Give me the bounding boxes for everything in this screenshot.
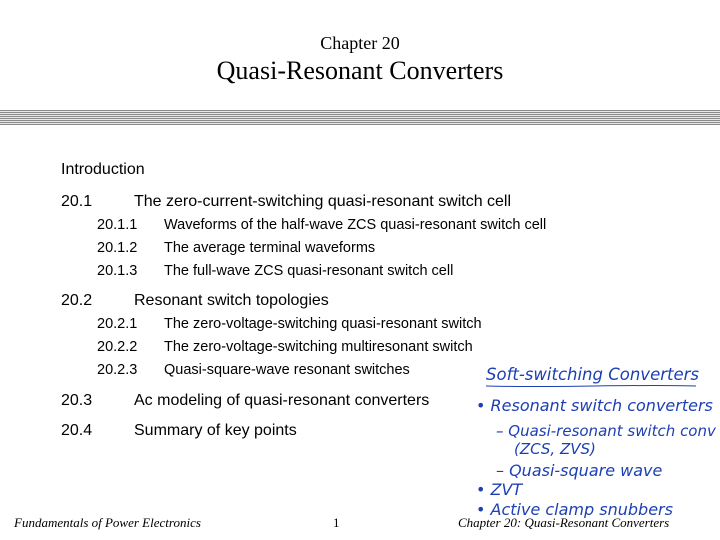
- chapter-label: Chapter 20: [320, 33, 400, 53]
- section-title: Summary of key points: [134, 422, 297, 439]
- subsection-number: 20.1.2: [97, 240, 138, 256]
- subsection-number: 20.2.1: [97, 316, 138, 332]
- outline-intro: Introduction: [61, 161, 145, 178]
- handwritten-line: • Resonant switch converters: [476, 396, 713, 415]
- section-title: The zero-current-switching quasi-resonant switch cell: [134, 193, 512, 210]
- subsection-title: Quasi-square-wave resonant switches: [164, 362, 410, 378]
- section-number: 20.2: [61, 292, 93, 309]
- title-divider: [0, 110, 720, 125]
- footer-page-number: 1: [333, 515, 340, 530]
- section-number: 20.1: [61, 193, 93, 210]
- subsection-number: 20.1.1: [97, 217, 138, 233]
- footer-chapter-title: Chapter 20: Quasi-Resonant Converters: [458, 515, 670, 530]
- subsection-title: Waveforms of the half-wave ZCS quasi-resonant switch cell: [164, 217, 547, 233]
- footer-book-title: Fundamentals of Power Electronics: [14, 515, 201, 530]
- subsection-number: 20.2.3: [97, 362, 138, 378]
- handwritten-line: • ZVT: [476, 480, 523, 499]
- handwritten-line: – Quasi-resonant switch conv: [496, 422, 716, 440]
- section-title: Resonant switch topologies: [134, 292, 329, 309]
- handwritten-line: (ZCS, ZVS): [514, 440, 596, 458]
- handwritten-underline: [486, 385, 696, 386]
- subsection-title: The average terminal waveforms: [164, 240, 376, 256]
- slide-title: Quasi-Resonant Converters: [216, 56, 504, 85]
- handwritten-line: Soft-switching Converters: [486, 365, 700, 384]
- subsection-title: The full-wave ZCS quasi-resonant switch cell: [164, 263, 454, 279]
- subsection-number: 20.1.3: [97, 263, 138, 279]
- handwritten-line: – Quasi-square wave: [496, 461, 663, 480]
- section-number: 20.3: [61, 392, 93, 409]
- subsection-title: The zero-voltage-switching quasi-resonant switch: [164, 316, 482, 332]
- subsection-number: 20.2.2: [97, 339, 138, 355]
- section-number: 20.4: [61, 422, 93, 439]
- handwritten-line: • Active clamp snubbers: [476, 500, 673, 518]
- handwritten-notes: [470, 358, 720, 518]
- subsection-title: The zero-voltage-switching multiresonant switch: [164, 339, 473, 355]
- section-title: Ac modeling of quasi-resonant converters: [134, 392, 430, 409]
